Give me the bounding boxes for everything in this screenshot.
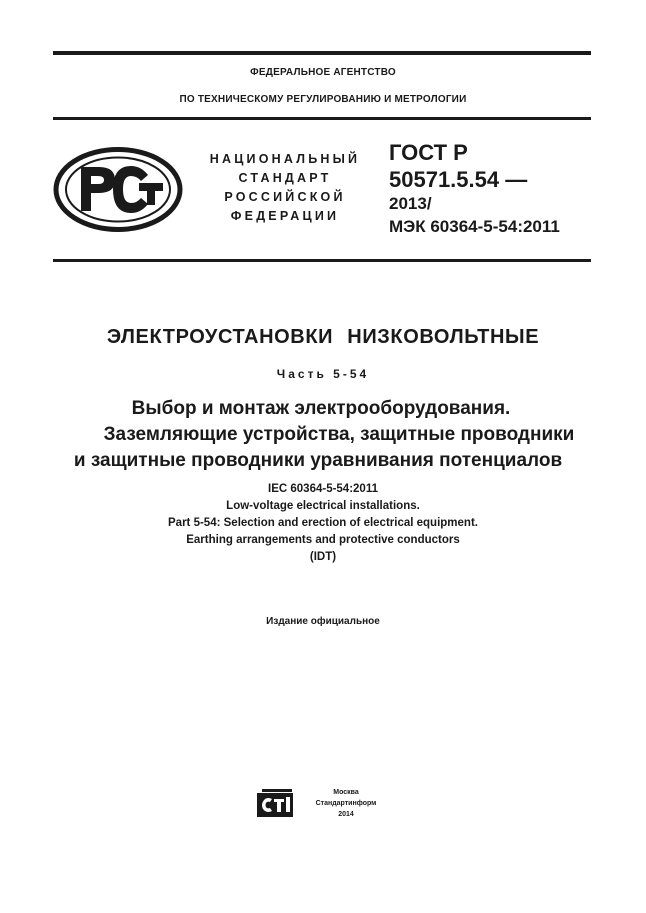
iec-line-1: IEC 60364-5-54:2011 bbox=[268, 483, 378, 495]
agency-line-2: ПО ТЕХНИЧЕСКОМУ РЕГУЛИРОВАНИЮ И МЕТРОЛОГИИ bbox=[179, 94, 467, 105]
national-standard-line-4: ФЕДЕРАЦИИ bbox=[230, 209, 340, 223]
designation-line-3: 2013/ bbox=[389, 194, 432, 213]
document-title: ЭЛЕКТРОУСТАНОВКИ НИЗКОВОЛЬТНЫЕ bbox=[106, 326, 540, 348]
national-standard-line-2: СТАНДАРТ bbox=[238, 171, 332, 185]
iec-line-2: Low-voltage electrical installations. bbox=[226, 500, 420, 512]
subtitle-line-3: и защитные проводники уравнивания потенциалов bbox=[73, 450, 563, 471]
publication-year: 2014 bbox=[338, 811, 354, 818]
top-rule bbox=[53, 51, 591, 55]
publisher-city: Москва bbox=[333, 789, 359, 796]
header-rule bbox=[53, 117, 591, 120]
standartinform-logo-icon bbox=[256, 788, 296, 820]
agency-line-1: ФЕДЕРАЛЬНОЕ АГЕНТСТВО bbox=[250, 67, 396, 78]
iec-line-4: Earthing arrangements and protective conductors bbox=[186, 534, 460, 546]
designation-rule bbox=[53, 259, 591, 262]
iec-reference bbox=[0, 481, 646, 566]
publisher-name: Стандартинформ bbox=[315, 800, 377, 807]
part-number: Часть 5-54 bbox=[276, 367, 370, 381]
national-standard-line-1: НАЦИОНАЛЬНЫЙ bbox=[209, 152, 361, 166]
iec-line-5: (IDT) bbox=[309, 551, 337, 563]
national-standard-label bbox=[195, 150, 375, 226]
subtitle-line-1: Выбор и монтаж электрооборудования. bbox=[131, 398, 511, 419]
designation-line-1: ГОСТ Р bbox=[389, 140, 468, 165]
edition-label: Издание официальное bbox=[266, 616, 380, 627]
national-standard-line-3: РОССИЙСКОЙ bbox=[224, 190, 346, 204]
gost-r-certification-mark-icon bbox=[53, 147, 183, 232]
designation-line-2: 50571.5.54 — bbox=[389, 167, 528, 192]
iec-line-3: Part 5-54: Selection and erection of electrical equipment. bbox=[168, 517, 478, 529]
designation-line-4: МЭК 60364-5-54:2011 bbox=[389, 217, 560, 236]
subtitle-line-2: Заземляющие устройства, защитные проводники bbox=[103, 424, 575, 445]
